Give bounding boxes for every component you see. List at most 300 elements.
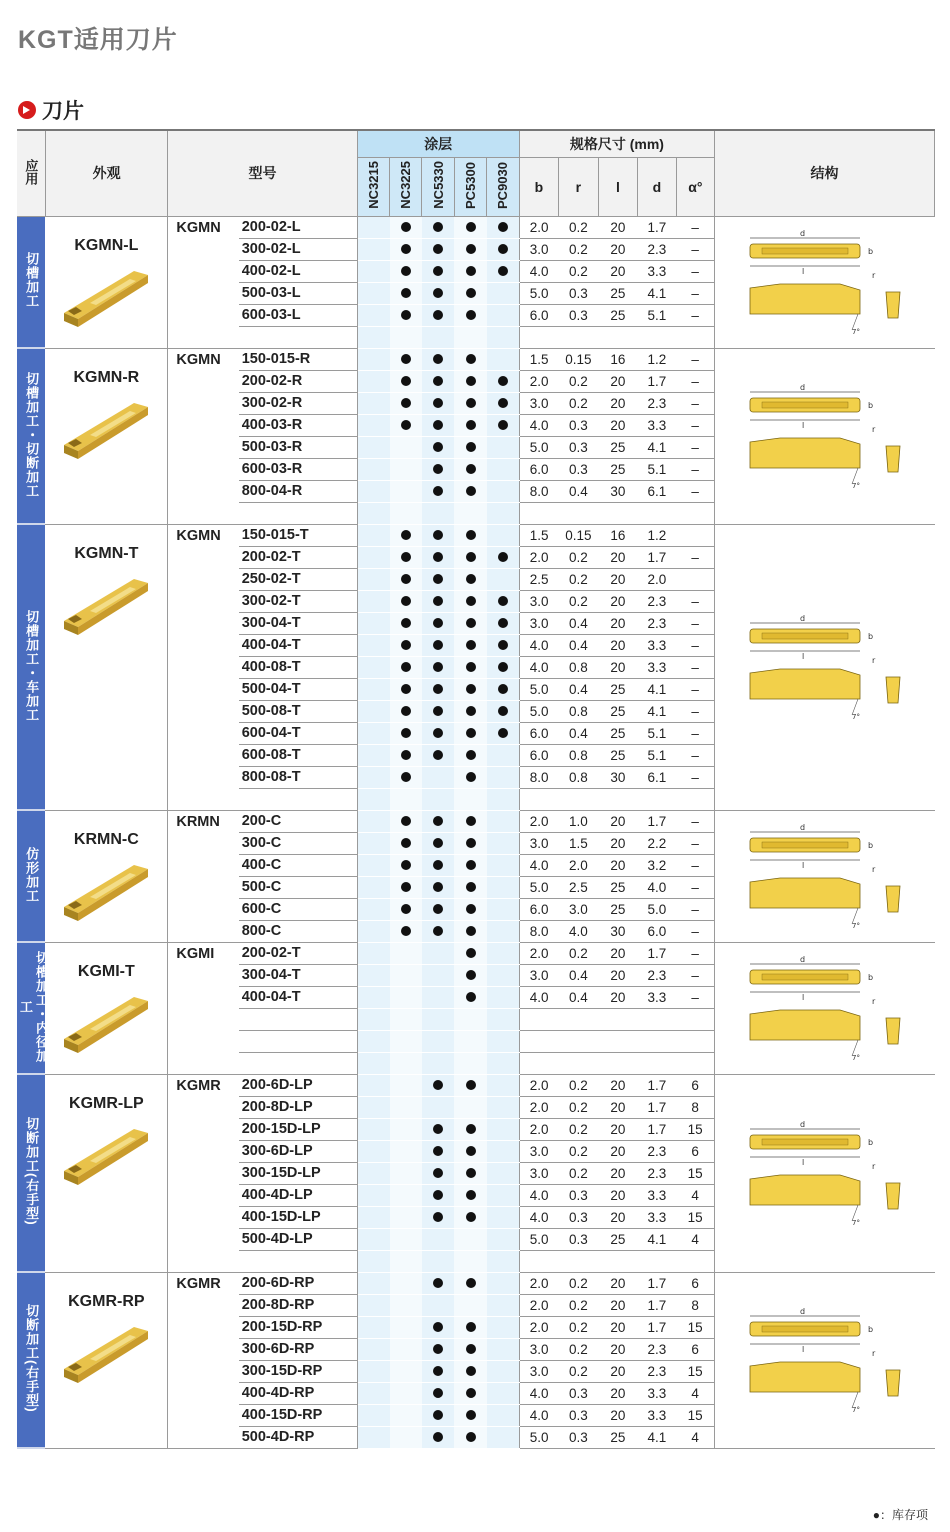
dim-b: 3.0 xyxy=(519,964,558,986)
coating-availability xyxy=(390,480,422,502)
table-row xyxy=(17,1272,935,1294)
svg-text:b: b xyxy=(867,400,873,410)
dim-l: 20 xyxy=(598,656,637,678)
stock-dot-icon xyxy=(401,530,411,540)
stock-dot-icon xyxy=(433,1432,443,1442)
insert-spec-table xyxy=(17,129,935,1449)
coating-availability xyxy=(390,1294,422,1316)
dim-d: 1.7 xyxy=(638,216,676,238)
dim-d: 2.2 xyxy=(638,832,676,854)
header-coating: 涂层 xyxy=(357,130,519,157)
dim-b: 6.0 xyxy=(519,458,558,480)
dim-d: 3.2 xyxy=(638,854,676,876)
dim-a: – xyxy=(676,766,715,788)
coating-availability xyxy=(357,282,389,304)
dim-l: 20 xyxy=(598,634,637,656)
stock-dot-icon xyxy=(433,266,443,276)
svg-text:l: l xyxy=(801,992,805,1002)
coating-availability xyxy=(487,480,519,502)
coating-availability xyxy=(454,1294,486,1316)
page-title: KGT适用刀片 xyxy=(18,26,178,54)
stock-dot-icon xyxy=(466,860,476,870)
coating-availability xyxy=(422,942,454,964)
dim-l: 20 xyxy=(598,414,637,436)
coating-availability xyxy=(422,1404,454,1426)
dim-d: 3.3 xyxy=(638,1404,676,1426)
dim-d: 2.3 xyxy=(638,964,676,986)
dim-d: 3.3 xyxy=(638,414,676,436)
dim-r: 0.8 xyxy=(559,766,598,788)
coating-availability xyxy=(487,898,519,920)
dim-b: 5.0 xyxy=(519,1426,558,1448)
svg-text:7°: 7° xyxy=(851,1405,860,1414)
dim-l: 25 xyxy=(598,436,637,458)
coating-availability xyxy=(357,854,389,876)
dim-l: 25 xyxy=(598,744,637,766)
header-dim-alpha: α° xyxy=(676,157,715,216)
dim-b: 6.0 xyxy=(519,722,558,744)
stock-dot-icon xyxy=(401,816,411,826)
stock-dot-icon xyxy=(401,398,411,408)
coating-availability xyxy=(422,524,454,546)
coating-availability xyxy=(422,392,454,414)
dim-a: 4 xyxy=(676,1382,715,1404)
dim-a: 15 xyxy=(676,1360,715,1382)
model-suffix: 200-02-L xyxy=(239,216,357,238)
dim-d: 2.3 xyxy=(638,1162,676,1184)
stock-dot-icon xyxy=(466,244,476,254)
coating-availability xyxy=(422,678,454,700)
stock-dot-icon xyxy=(466,992,476,1002)
dim-r: 0.4 xyxy=(559,480,598,502)
coating-availability xyxy=(422,1316,454,1338)
coating-availability xyxy=(357,986,389,1008)
coating-availability xyxy=(390,348,422,370)
stock-dot-icon xyxy=(433,860,443,870)
coating-availability xyxy=(422,766,454,788)
dim-r: 4.0 xyxy=(559,920,598,942)
model-suffix: 400-4D-LP xyxy=(239,1184,357,1206)
dim-l: 20 xyxy=(598,810,637,832)
section-title: 刀片 xyxy=(42,100,84,123)
stock-dot-icon xyxy=(401,222,411,232)
coating-availability xyxy=(390,986,422,1008)
stock-dot-icon xyxy=(433,552,443,562)
dim-l: 20 xyxy=(598,568,637,590)
stock-dot-icon xyxy=(433,1278,443,1288)
dim-r: 0.2 xyxy=(559,1140,598,1162)
dim-a: – xyxy=(676,260,715,282)
coating-availability xyxy=(487,568,519,590)
stock-dot-icon xyxy=(466,882,476,892)
coating-availability xyxy=(390,1184,422,1206)
coating-availability xyxy=(422,414,454,436)
dim-r: 0.8 xyxy=(559,656,598,678)
table-row xyxy=(17,1074,935,1096)
dim-a: – xyxy=(676,590,715,612)
stock-dot-icon xyxy=(433,442,443,452)
dim-b: 4.0 xyxy=(519,260,558,282)
coating-availability xyxy=(390,1118,422,1140)
insert-photo-icon xyxy=(60,1317,152,1385)
dim-r: 3.0 xyxy=(559,898,598,920)
coating-availability xyxy=(487,590,519,612)
dim-b: 3.0 xyxy=(519,1162,558,1184)
model-suffix: 600-04-T xyxy=(239,722,357,744)
svg-text:b: b xyxy=(867,631,873,641)
dim-a: 15 xyxy=(676,1118,715,1140)
dim-a: – xyxy=(676,920,715,942)
coating-availability xyxy=(454,480,486,502)
model-suffix: 300-C xyxy=(239,832,357,854)
coating-availability xyxy=(357,480,389,502)
coating-availability xyxy=(390,216,422,238)
svg-text:r: r xyxy=(871,655,876,665)
model-suffix: 300-02-T xyxy=(239,590,357,612)
dim-r: 0.3 xyxy=(559,1382,598,1404)
svg-text:7°: 7° xyxy=(851,712,860,721)
stock-dot-icon xyxy=(433,1080,443,1090)
dim-b: 2.0 xyxy=(519,546,558,568)
model-suffix: 400-03-R xyxy=(239,414,357,436)
insert-photo-icon xyxy=(60,1119,152,1187)
dim-b: 4.0 xyxy=(519,1382,558,1404)
dim-d: 1.7 xyxy=(638,1074,676,1096)
stock-dot-icon xyxy=(433,618,443,628)
dim-a: 6 xyxy=(676,1272,715,1294)
coating-availability xyxy=(357,1074,389,1096)
dim-b: 2.0 xyxy=(519,1294,558,1316)
stock-dot-icon xyxy=(433,1212,443,1222)
coating-availability xyxy=(454,876,486,898)
coating-availability xyxy=(357,392,389,414)
dim-a: – xyxy=(676,480,715,502)
dim-b: 5.0 xyxy=(519,282,558,304)
coating-availability xyxy=(422,546,454,568)
dim-l: 16 xyxy=(598,524,637,546)
coating-availability xyxy=(357,744,389,766)
dim-d: 1.7 xyxy=(638,1316,676,1338)
dim-a: – xyxy=(676,612,715,634)
coating-availability xyxy=(422,1118,454,1140)
stock-dot-icon xyxy=(498,266,508,276)
model-suffix: 600-C xyxy=(239,898,357,920)
stock-dot-icon xyxy=(433,486,443,496)
coating-availability xyxy=(390,590,422,612)
coating-availability xyxy=(454,986,486,1008)
coating-availability xyxy=(454,1316,486,1338)
svg-text:d: d xyxy=(799,613,805,623)
coating-availability xyxy=(487,1360,519,1382)
dim-r: 0.4 xyxy=(559,722,598,744)
stock-dot-icon xyxy=(466,1344,476,1354)
dim-b: 2.0 xyxy=(519,942,558,964)
coating-availability xyxy=(487,304,519,326)
dim-l: 20 xyxy=(598,854,637,876)
dim-r: 2.5 xyxy=(559,876,598,898)
coating-availability xyxy=(454,370,486,392)
svg-text:l: l xyxy=(801,420,805,430)
dim-l: 20 xyxy=(598,392,637,414)
stock-dot-icon xyxy=(466,970,476,980)
coating-availability xyxy=(487,744,519,766)
stock-dot-icon xyxy=(466,1322,476,1332)
dim-b: 3.0 xyxy=(519,832,558,854)
coating-availability xyxy=(422,854,454,876)
dim-l: 20 xyxy=(598,1404,637,1426)
coating-availability xyxy=(422,1096,454,1118)
dim-b: 2.0 xyxy=(519,1074,558,1096)
stock-dot-icon xyxy=(401,684,411,694)
coating-availability xyxy=(357,832,389,854)
dim-d: 1.7 xyxy=(638,1118,676,1140)
coating-availability xyxy=(487,634,519,656)
stock-dot-icon xyxy=(466,574,476,584)
dim-l: 25 xyxy=(598,458,637,480)
dim-d: 6.0 xyxy=(638,920,676,942)
dim-d: 2.3 xyxy=(638,612,676,634)
header-dimensions: 规格尺寸 (mm) xyxy=(519,130,714,157)
stock-dot-icon xyxy=(433,838,443,848)
coating-availability xyxy=(454,1074,486,1096)
dim-b: 6.0 xyxy=(519,744,558,766)
coating-availability xyxy=(487,1338,519,1360)
dim-d: 6.1 xyxy=(638,480,676,502)
dim-a: – xyxy=(676,546,715,568)
coating-availability xyxy=(422,436,454,458)
coating-availability xyxy=(454,1184,486,1206)
insert-photo-icon xyxy=(60,855,152,923)
stock-dot-icon xyxy=(433,684,443,694)
header-dim-d: d xyxy=(638,157,676,216)
model-suffix: 600-03-R xyxy=(239,458,357,480)
dim-d: 3.3 xyxy=(638,1206,676,1228)
model-prefix: KGMN xyxy=(168,348,239,524)
coating-availability xyxy=(454,1360,486,1382)
insert-photo-icon xyxy=(60,569,152,637)
stock-dot-icon xyxy=(466,1410,476,1420)
dim-d: 2.3 xyxy=(638,1338,676,1360)
coating-availability xyxy=(454,392,486,414)
model-suffix: 500-4D-RP xyxy=(239,1426,357,1448)
coating-availability xyxy=(422,458,454,480)
model-suffix: 400-02-L xyxy=(239,260,357,282)
dim-b: 2.0 xyxy=(519,370,558,392)
coating-availability xyxy=(422,1140,454,1162)
dim-a: 4 xyxy=(676,1426,715,1448)
dim-d: 5.0 xyxy=(638,898,676,920)
coating-availability xyxy=(454,766,486,788)
dim-r: 0.15 xyxy=(559,348,598,370)
svg-text:l: l xyxy=(801,860,805,870)
model-suffix: 500-4D-LP xyxy=(239,1228,357,1250)
dim-d: 4.1 xyxy=(638,1228,676,1250)
coating-availability xyxy=(357,524,389,546)
stock-dot-icon xyxy=(433,574,443,584)
coating-availability xyxy=(454,282,486,304)
dim-a: – xyxy=(676,304,715,326)
stock-dot-icon xyxy=(433,882,443,892)
stock-dot-icon xyxy=(433,816,443,826)
dim-b: 1.5 xyxy=(519,348,558,370)
coating-availability xyxy=(487,986,519,1008)
insert-appearance xyxy=(45,524,168,810)
coating-availability xyxy=(422,282,454,304)
dim-d: 1.7 xyxy=(638,1294,676,1316)
model-suffix: 200-02-R xyxy=(239,370,357,392)
dim-r: 0.4 xyxy=(559,634,598,656)
header-appearance: 外观 xyxy=(45,130,168,216)
dim-l: 20 xyxy=(598,964,637,986)
structure-diagram xyxy=(740,226,910,336)
coating-availability xyxy=(487,1184,519,1206)
coating-availability xyxy=(390,282,422,304)
coating-availability xyxy=(454,1338,486,1360)
coating-availability xyxy=(357,1272,389,1294)
dim-a: – xyxy=(676,986,715,1008)
dim-d: 3.3 xyxy=(638,634,676,656)
coating-availability xyxy=(487,524,519,546)
dim-b: 2.0 xyxy=(519,810,558,832)
dim-r: 0.2 xyxy=(559,260,598,282)
coating-availability xyxy=(487,1140,519,1162)
stock-dot-icon xyxy=(401,310,411,320)
dim-r: 0.2 xyxy=(559,1272,598,1294)
coating-availability xyxy=(390,260,422,282)
coating-availability xyxy=(357,678,389,700)
coating-availability xyxy=(390,942,422,964)
dim-d: 6.1 xyxy=(638,766,676,788)
model-suffix: 400-15D-LP xyxy=(239,1206,357,1228)
model-suffix: 200-C xyxy=(239,810,357,832)
model-suffix: 600-03-L xyxy=(239,304,357,326)
dim-l: 25 xyxy=(598,898,637,920)
dim-d: 3.3 xyxy=(638,1184,676,1206)
coating-availability xyxy=(357,722,389,744)
insert-appearance xyxy=(45,810,168,942)
coating-availability xyxy=(422,832,454,854)
coating-availability xyxy=(390,1272,422,1294)
coating-availability xyxy=(487,238,519,260)
dim-d: 3.3 xyxy=(638,260,676,282)
dim-r: 0.3 xyxy=(559,436,598,458)
stock-dot-icon xyxy=(401,904,411,914)
coating-availability xyxy=(487,942,519,964)
coating-availability xyxy=(487,1118,519,1140)
stock-dot-icon xyxy=(498,684,508,694)
stock-dot-icon xyxy=(498,552,508,562)
coating-availability xyxy=(390,370,422,392)
coating-availability xyxy=(390,722,422,744)
stock-dot-icon xyxy=(466,948,476,958)
coating-availability xyxy=(357,766,389,788)
structure-cell xyxy=(715,1074,935,1272)
dim-r: 0.4 xyxy=(559,678,598,700)
model-suffix: 300-15D-RP xyxy=(239,1360,357,1382)
dim-a: – xyxy=(676,634,715,656)
coating-availability xyxy=(390,1162,422,1184)
stock-dot-icon xyxy=(401,618,411,628)
stock-dot-icon xyxy=(466,596,476,606)
coating-availability xyxy=(422,986,454,1008)
dim-d: 2.3 xyxy=(638,238,676,260)
model-suffix: 400-4D-RP xyxy=(239,1382,357,1404)
dim-a: – xyxy=(676,810,715,832)
coating-availability xyxy=(454,722,486,744)
coating-availability xyxy=(422,1184,454,1206)
insert-group-name: KGMI-T xyxy=(77,962,135,980)
coating-availability xyxy=(454,1404,486,1426)
coating-availability xyxy=(390,656,422,678)
stock-dot-icon xyxy=(401,266,411,276)
model-suffix: 300-02-L xyxy=(239,238,357,260)
coating-availability xyxy=(487,282,519,304)
svg-text:d: d xyxy=(799,1306,805,1316)
coating-availability xyxy=(487,722,519,744)
coating-availability xyxy=(454,700,486,722)
coating-availability xyxy=(357,656,389,678)
dim-d: 1.7 xyxy=(638,370,676,392)
stock-dot-icon xyxy=(466,816,476,826)
coating-availability xyxy=(390,920,422,942)
dim-r: 0.4 xyxy=(559,986,598,1008)
dim-b: 5.0 xyxy=(519,700,558,722)
model-suffix: 400-15D-RP xyxy=(239,1404,357,1426)
stock-dot-icon xyxy=(466,398,476,408)
model-suffix: 300-02-R xyxy=(239,392,357,414)
stock-dot-icon xyxy=(401,838,411,848)
coating-availability xyxy=(357,1118,389,1140)
dim-a: – xyxy=(676,436,715,458)
model-suffix: 600-08-T xyxy=(239,744,357,766)
insert-group-name: KGMN-L xyxy=(74,236,139,254)
dim-l: 20 xyxy=(598,590,637,612)
coating-availability xyxy=(357,458,389,480)
stock-dot-icon xyxy=(433,1190,443,1200)
stock-dot-icon xyxy=(401,882,411,892)
dim-b: 4.0 xyxy=(519,1184,558,1206)
stock-dot-icon xyxy=(466,1124,476,1134)
dim-r: 0.2 xyxy=(559,1074,598,1096)
coating-availability xyxy=(422,260,454,282)
coating-availability xyxy=(390,1096,422,1118)
svg-text:l: l xyxy=(801,651,805,661)
stock-dot-icon xyxy=(401,662,411,672)
dim-a: – xyxy=(676,832,715,854)
header-dim-l: l xyxy=(598,157,637,216)
table-row xyxy=(17,524,935,546)
stock-dot-icon xyxy=(401,728,411,738)
dim-b: 4.0 xyxy=(519,414,558,436)
dim-r: 0.3 xyxy=(559,282,598,304)
coating-availability xyxy=(390,524,422,546)
dim-d: 1.7 xyxy=(638,1272,676,1294)
dim-b: 5.0 xyxy=(519,876,558,898)
dim-d: 2.0 xyxy=(638,568,676,590)
dim-l: 16 xyxy=(598,348,637,370)
stock-dot-icon xyxy=(433,530,443,540)
coating-availability xyxy=(454,238,486,260)
dim-b: 5.0 xyxy=(519,436,558,458)
coating-availability xyxy=(487,612,519,634)
coating-availability xyxy=(422,304,454,326)
dim-a: 15 xyxy=(676,1162,715,1184)
model-suffix: 500-03-R xyxy=(239,436,357,458)
coating-availability xyxy=(487,392,519,414)
dim-b: 4.0 xyxy=(519,986,558,1008)
stock-dot-icon xyxy=(466,1278,476,1288)
insert-appearance xyxy=(45,1272,168,1448)
